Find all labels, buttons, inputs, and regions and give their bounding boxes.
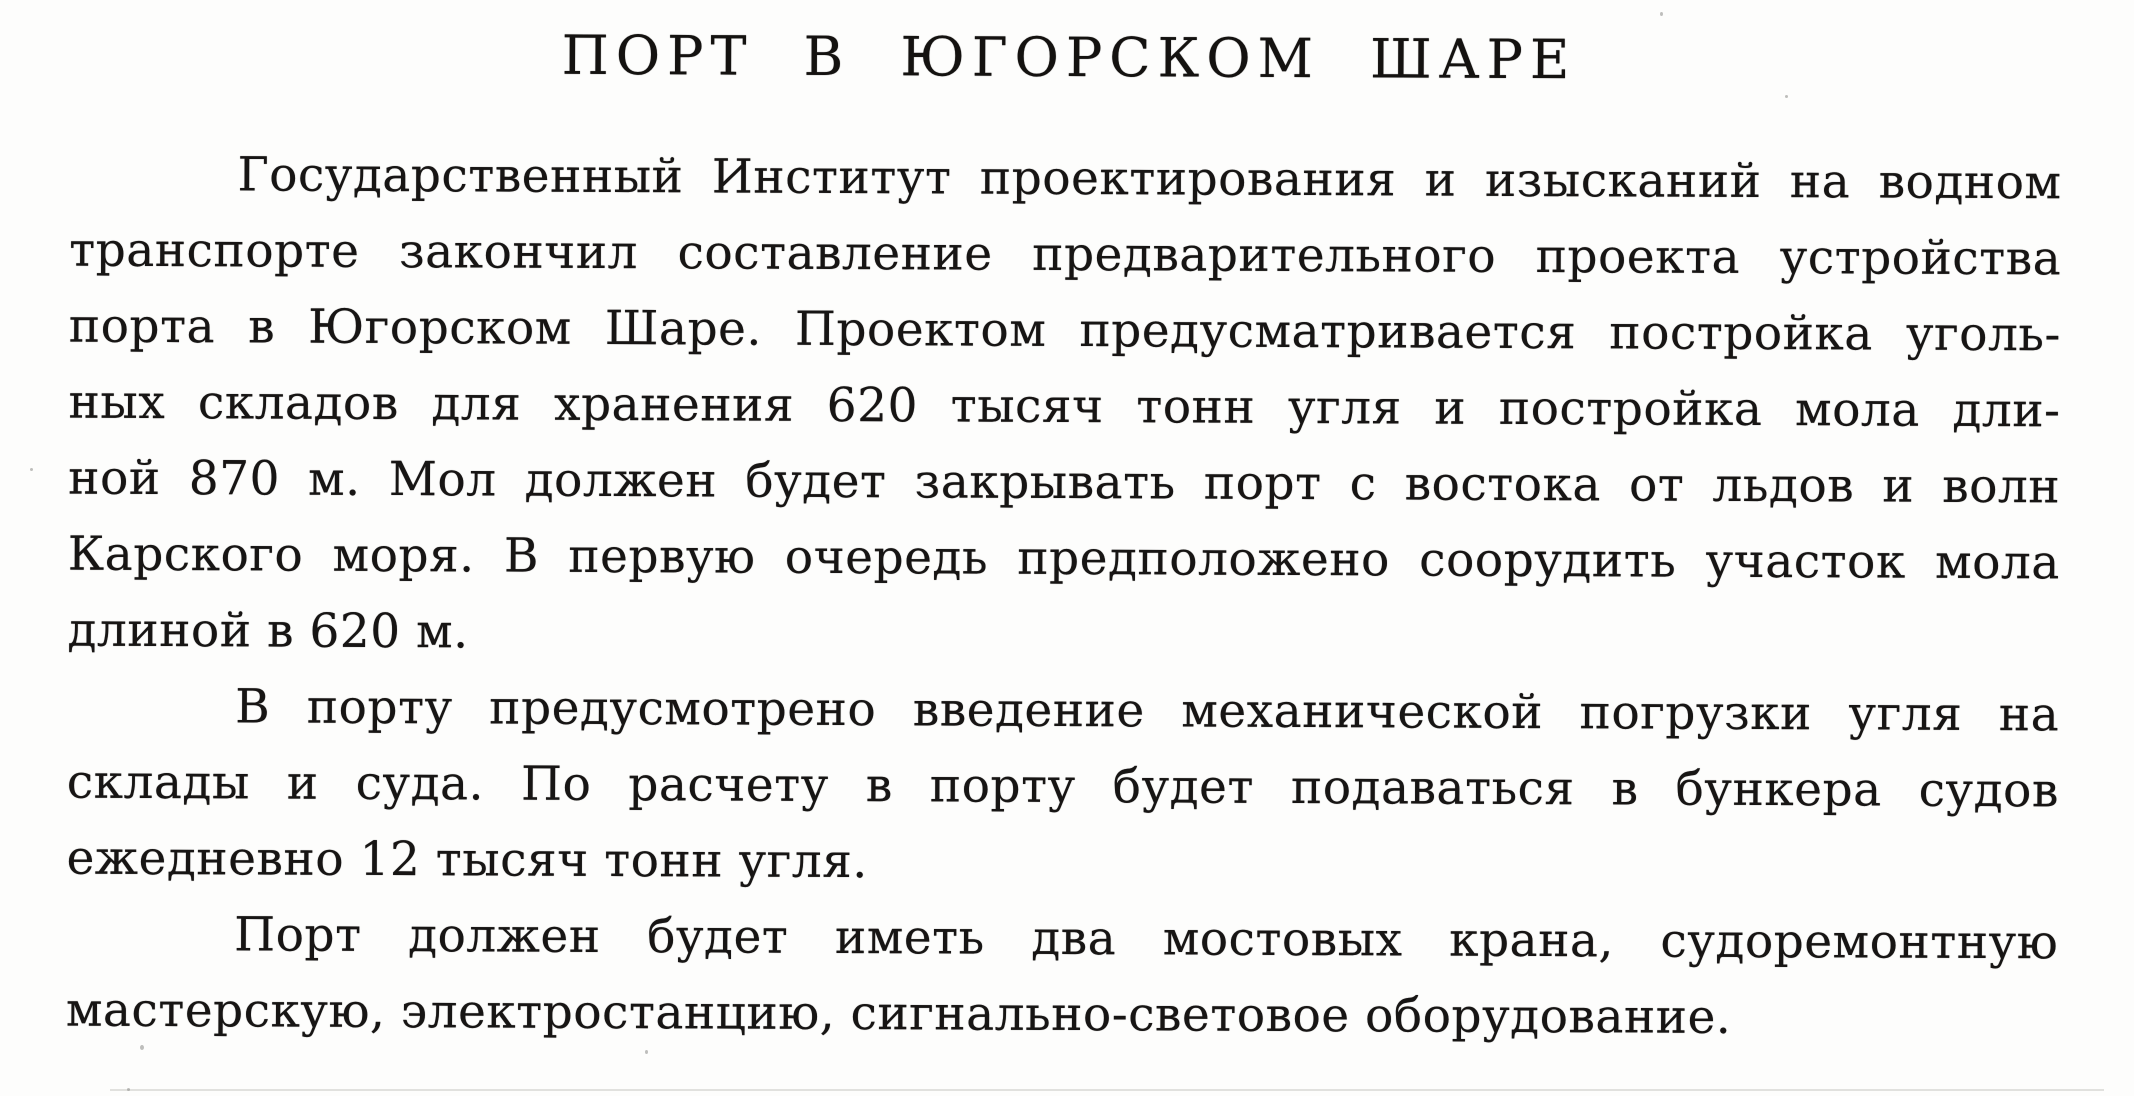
- text-line: длиной в 620 м.: [67, 602, 469, 660]
- text-line: Карского моря. В первую очередь предположено соорудить участок мола: [67, 526, 2060, 591]
- scan-speck: [1660, 12, 1663, 16]
- text-line: ных складов для хранения 620 тысяч тонн угля и постройка мола дли-: [68, 374, 2061, 439]
- document-title: ПОРТ В ЮГОРСКОМ ШАРЕ: [561, 23, 1577, 92]
- scan-speck: [30, 468, 33, 471]
- text-line: В порту предусмотрено введение механической погрузки угля на: [235, 679, 2060, 743]
- text-line: ежедневно 12 тысяч тонн угля.: [66, 830, 868, 890]
- page-bottom-rule: [110, 1089, 2104, 1091]
- scan-speck: [127, 1088, 130, 1091]
- document-body: [0, 136, 2134, 1057]
- scan-speck: [1785, 95, 1788, 98]
- scan-speck: [645, 1050, 648, 1054]
- text-line: транспорте закончил составление предварительного проекта устройства: [69, 222, 2062, 287]
- text-line: склады и суда. По расчету в порту будет подаваться в бункера судов: [66, 754, 2059, 819]
- text-line: порта в Югорском Шаре. Проектом предусматривается постройка уголь-: [68, 298, 2061, 363]
- text-line: Порт должен будет иметь два мостовых крана, судоремонтную: [234, 907, 2059, 971]
- scan-speck: [140, 1045, 144, 1050]
- text-line: мастерскую, электростанцию, сигнально-световое оборудование.: [65, 982, 1732, 1045]
- text-line: ной 870 м. Мол должен будет закрывать порт с востока от льдов и волн: [68, 450, 2061, 515]
- text-line: Государственный Институт проектирования и изысканий на водном: [237, 147, 2062, 211]
